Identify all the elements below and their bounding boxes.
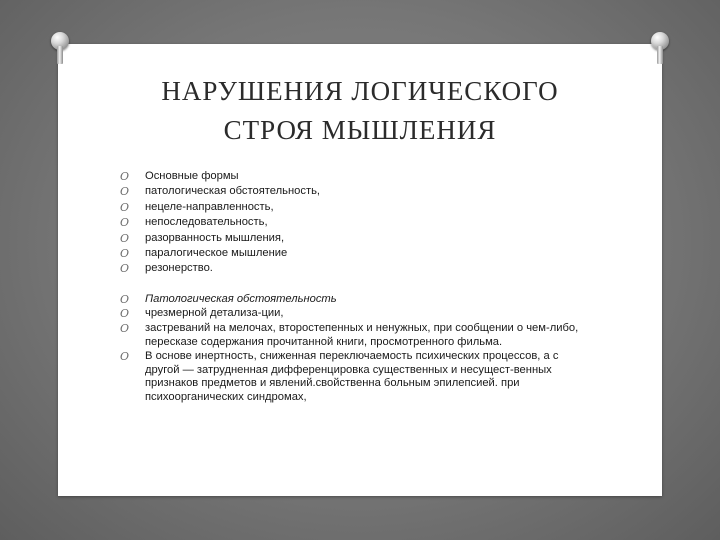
circumstantiality-list bbox=[120, 293, 595, 405]
list-item-text: разорванность мышления, bbox=[145, 231, 285, 244]
bullet-icon: O bbox=[120, 231, 130, 245]
bullet-icon: O bbox=[120, 262, 130, 276]
list-item bbox=[120, 231, 590, 246]
list-item-text: чрезмерной детализа-ции, bbox=[145, 307, 284, 320]
list-item-text: Основные формы bbox=[145, 170, 239, 182]
bullet-icon: O bbox=[120, 350, 130, 364]
bullet-icon: O bbox=[120, 200, 130, 214]
list-item-text: нецеле-направленность, bbox=[145, 200, 274, 213]
bullet-icon: O bbox=[120, 293, 130, 306]
pin-top-left-icon bbox=[51, 32, 69, 66]
slide-title bbox=[0, 72, 720, 150]
list-item bbox=[120, 307, 595, 321]
list-item bbox=[120, 293, 595, 307]
bullet-icon: O bbox=[120, 216, 130, 230]
list-item bbox=[120, 200, 590, 215]
list-item bbox=[120, 322, 595, 349]
pin-top-right-icon bbox=[651, 32, 669, 66]
list-item bbox=[120, 169, 590, 184]
list-item-text: В основе инертность, сниженная переключаемость психических процессов, а с другой — затрудненная дифференцировка существенных и несущест-венных признаков предметов и явлений.свойственна больным эпилепсией. при психоорганических синдромах, bbox=[145, 350, 559, 403]
list-item bbox=[120, 261, 590, 276]
list-item-text: застреваний на мелочах, второстепенных и ненужных, при сообщении о чем-либо, пересказе содержания прочитанной книги, просмотренного фильма. bbox=[145, 321, 579, 348]
slide-title-line-1: НАРУШЕНИЯ ЛОГИЧЕСКОГО bbox=[161, 76, 559, 106]
list-item-text: патологическая обстоятельность, bbox=[145, 185, 321, 198]
bullet-icon: O bbox=[120, 321, 130, 335]
slide-title-line-2: СТРОЯ МЫШЛЕНИЯ bbox=[223, 115, 497, 145]
list-item-text: паралогическое мышление bbox=[145, 247, 288, 260]
list-item-text: непоследовательность, bbox=[145, 216, 268, 229]
list-item-text: Патологическая обстоятельность bbox=[145, 293, 337, 305]
bullet-icon: O bbox=[120, 170, 130, 183]
forms-list bbox=[120, 169, 590, 277]
bullet-icon: O bbox=[120, 247, 130, 261]
list-item-text: резонерство. bbox=[145, 262, 213, 275]
list-item bbox=[120, 350, 595, 404]
bullet-icon: O bbox=[120, 185, 130, 199]
list-item bbox=[120, 246, 590, 261]
list-item bbox=[120, 215, 590, 230]
bullet-icon: O bbox=[120, 307, 130, 321]
list-item bbox=[120, 184, 590, 199]
